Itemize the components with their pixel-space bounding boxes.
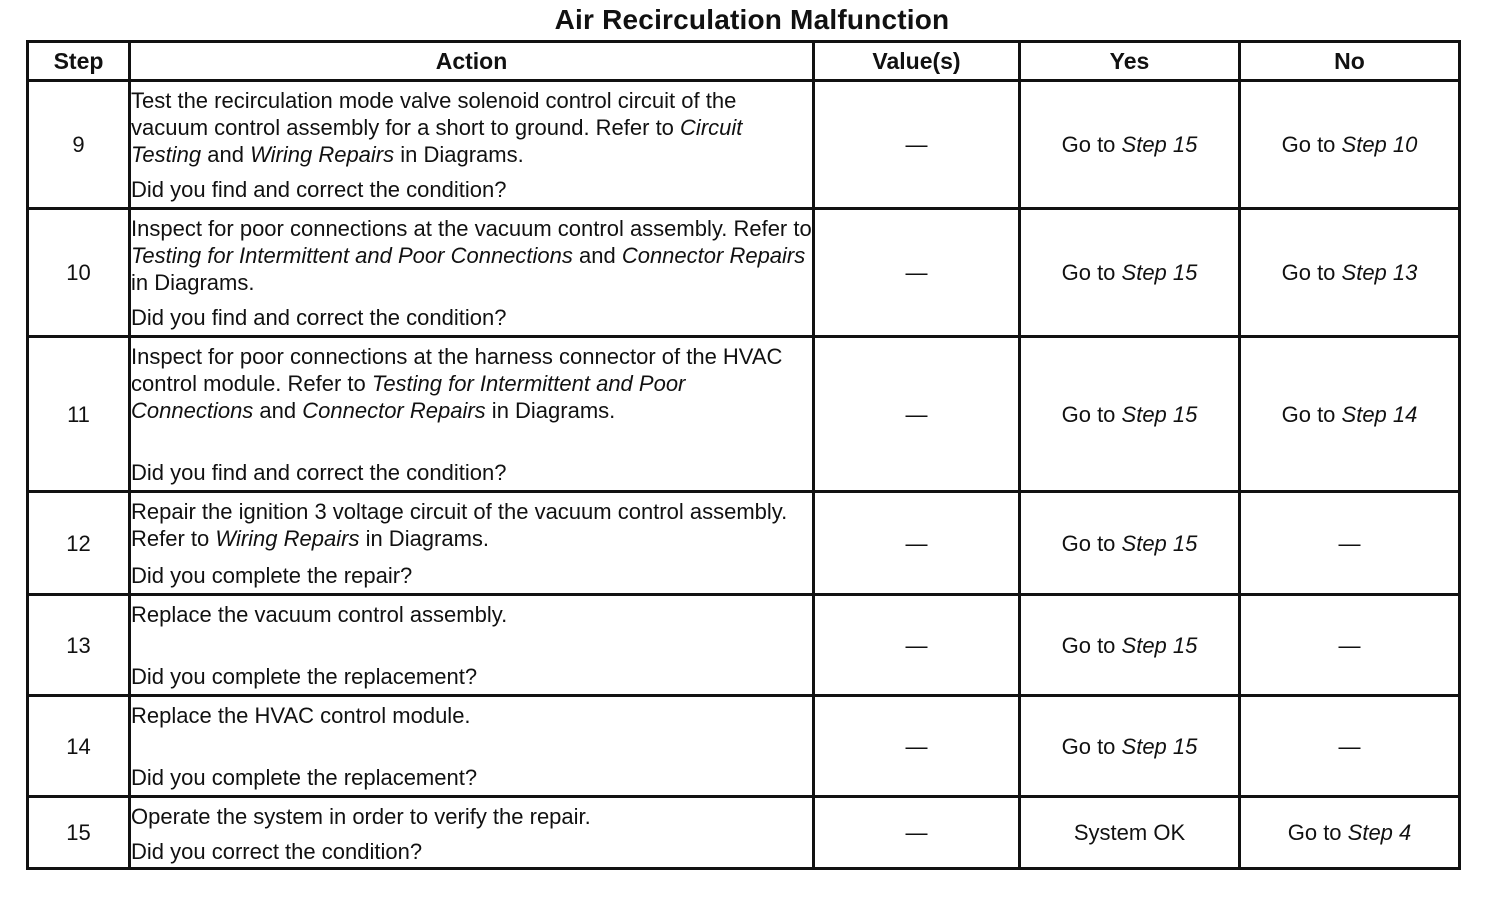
value-cell: — (814, 595, 1020, 696)
table-row (28, 337, 1460, 492)
yes-step-ref: Step 15 (1121, 632, 1198, 658)
action-text-segment: and (201, 141, 251, 167)
action-text-segment: Inspect for poor connections at the vacuum control assembly. Refer to (131, 215, 812, 241)
yes-outcome (1020, 337, 1240, 492)
action-content (131, 601, 812, 690)
action-reference: Wiring Repairs (215, 525, 360, 551)
action-content (131, 803, 812, 863)
action-cell (130, 337, 814, 492)
yes-step-ref: Step 15 (1121, 132, 1198, 157)
action-text-segment: Inspect for poor connections at the harness connector of the HVAC control module. Refer to (131, 343, 783, 396)
action-content (131, 87, 812, 203)
header-action: Action (130, 42, 814, 81)
action-content (131, 343, 812, 486)
value-cell: — (814, 696, 1020, 797)
no-outcome (1240, 797, 1460, 869)
yes-outcome (1020, 696, 1240, 797)
action-question: Did you correct the condition? (131, 838, 423, 864)
action-text (131, 803, 812, 830)
no-outcome (1240, 696, 1460, 797)
yes-outcome (1020, 81, 1240, 209)
yes-prefix: System OK (1073, 820, 1186, 845)
table-row (28, 797, 1460, 869)
yes-outcome (1020, 797, 1240, 869)
action-content (131, 702, 812, 791)
action-text (131, 498, 812, 552)
yes-prefix: Go to (1061, 632, 1122, 658)
action-question: Did you complete the replacement? (131, 663, 478, 689)
action-text-segment: and (572, 242, 622, 268)
action-content (131, 498, 812, 589)
no-prefix: — (1338, 632, 1361, 658)
action-reference: Testing for Intermittent and Poor Connections (131, 370, 686, 423)
action-cell (130, 81, 814, 209)
action-text-segment: Operate the system in order to verify the repair. (131, 803, 591, 829)
action-text-segment: Test the recirculation mode valve solenoid control circuit of the vacuum control assembly for a short to ground. Refer to (131, 87, 737, 140)
action-question: Did you find and correct the condition? (131, 176, 507, 202)
no-step-ref: Step 13 (1341, 260, 1418, 285)
table-row (28, 696, 1460, 797)
yes-prefix: Go to (1061, 401, 1122, 427)
yes-step-ref: Step 15 (1121, 260, 1198, 285)
no-prefix: Go to (1281, 132, 1342, 157)
yes-step-ref: Step 15 (1121, 530, 1198, 556)
table-row (28, 81, 1460, 209)
no-outcome (1240, 492, 1460, 595)
action-text-segment: Replace the HVAC control module. (131, 702, 471, 728)
table-row (28, 209, 1460, 337)
no-step-ref: Step 4 (1347, 820, 1412, 845)
value-cell: — (814, 337, 1020, 492)
action-cell (130, 492, 814, 595)
yes-step-ref: Step 15 (1121, 733, 1198, 759)
yes-outcome (1020, 492, 1240, 595)
yes-prefix: Go to (1061, 132, 1122, 157)
action-reference: Connector Repairs (621, 242, 806, 268)
step-number: 15 (28, 797, 130, 869)
action-text-segment: Replace the vacuum control assembly. (131, 601, 508, 627)
action-text-segment: and (253, 397, 303, 423)
action-reference: Testing for Intermittent and Poor Connections (131, 242, 573, 268)
action-question: Did you find and correct the condition? (131, 304, 507, 330)
table-row (28, 492, 1460, 595)
action-text (131, 215, 812, 296)
yes-prefix: Go to (1061, 530, 1122, 556)
action-question: Did you complete the replacement? (131, 764, 478, 790)
no-prefix: — (1338, 530, 1361, 556)
no-step-ref: Step 10 (1341, 132, 1418, 157)
value-cell: — (814, 797, 1020, 869)
no-outcome (1240, 209, 1460, 337)
action-content (131, 215, 812, 331)
action-text-segment: in Diagrams. (131, 269, 255, 295)
yes-prefix: Go to (1061, 260, 1122, 285)
action-text (131, 87, 812, 168)
no-outcome (1240, 81, 1460, 209)
action-cell (130, 595, 814, 696)
yes-prefix: Go to (1061, 733, 1122, 759)
step-number: 12 (28, 492, 130, 595)
action-reference: Circuit Testing (131, 114, 743, 167)
action-text-segment: in Diagrams. (359, 525, 490, 551)
table-header-row (28, 42, 1460, 81)
no-outcome (1240, 337, 1460, 492)
action-cell (130, 696, 814, 797)
yes-outcome (1020, 595, 1240, 696)
action-question: Did you complete the repair? (131, 562, 413, 588)
document-title: Air Recirculation Malfunction (554, 4, 950, 35)
header-no: No (1240, 42, 1460, 81)
action-text-segment: in Diagrams. (394, 141, 524, 167)
action-text-segment: Repair the ignition 3 voltage circuit of the vacuum control assembly. Refer to (131, 498, 788, 551)
step-number: 14 (28, 696, 130, 797)
no-prefix: Go to (1281, 401, 1342, 427)
step-number: 10 (28, 209, 130, 337)
action-text-segment: in Diagrams. (485, 397, 616, 423)
no-outcome (1240, 595, 1460, 696)
action-question: Did you find and correct the condition? (131, 459, 507, 485)
action-text (131, 343, 812, 424)
action-reference: Connector Repairs (302, 397, 486, 423)
step-number: 9 (28, 81, 130, 209)
action-cell (130, 209, 814, 337)
header-yes: Yes (1020, 42, 1240, 81)
value-cell: — (814, 81, 1020, 209)
action-cell (130, 797, 814, 869)
no-prefix: Go to (1287, 820, 1348, 845)
header-step: Step (28, 42, 130, 81)
yes-outcome (1020, 209, 1240, 337)
table-row (28, 595, 1460, 696)
step-number: 11 (28, 337, 130, 492)
value-cell: — (814, 209, 1020, 337)
no-prefix: Go to (1281, 260, 1342, 285)
value-cell: — (814, 492, 1020, 595)
yes-step-ref: Step 15 (1121, 401, 1198, 427)
action-text (131, 601, 812, 628)
no-step-ref: Step 14 (1341, 401, 1418, 427)
step-number: 13 (28, 595, 130, 696)
diagnostic-table (26, 40, 1461, 870)
no-prefix: — (1338, 733, 1361, 759)
header-values: Value(s) (814, 42, 1020, 81)
table-body (28, 81, 1460, 869)
action-reference: Wiring Repairs (250, 141, 395, 167)
action-text (131, 702, 812, 729)
